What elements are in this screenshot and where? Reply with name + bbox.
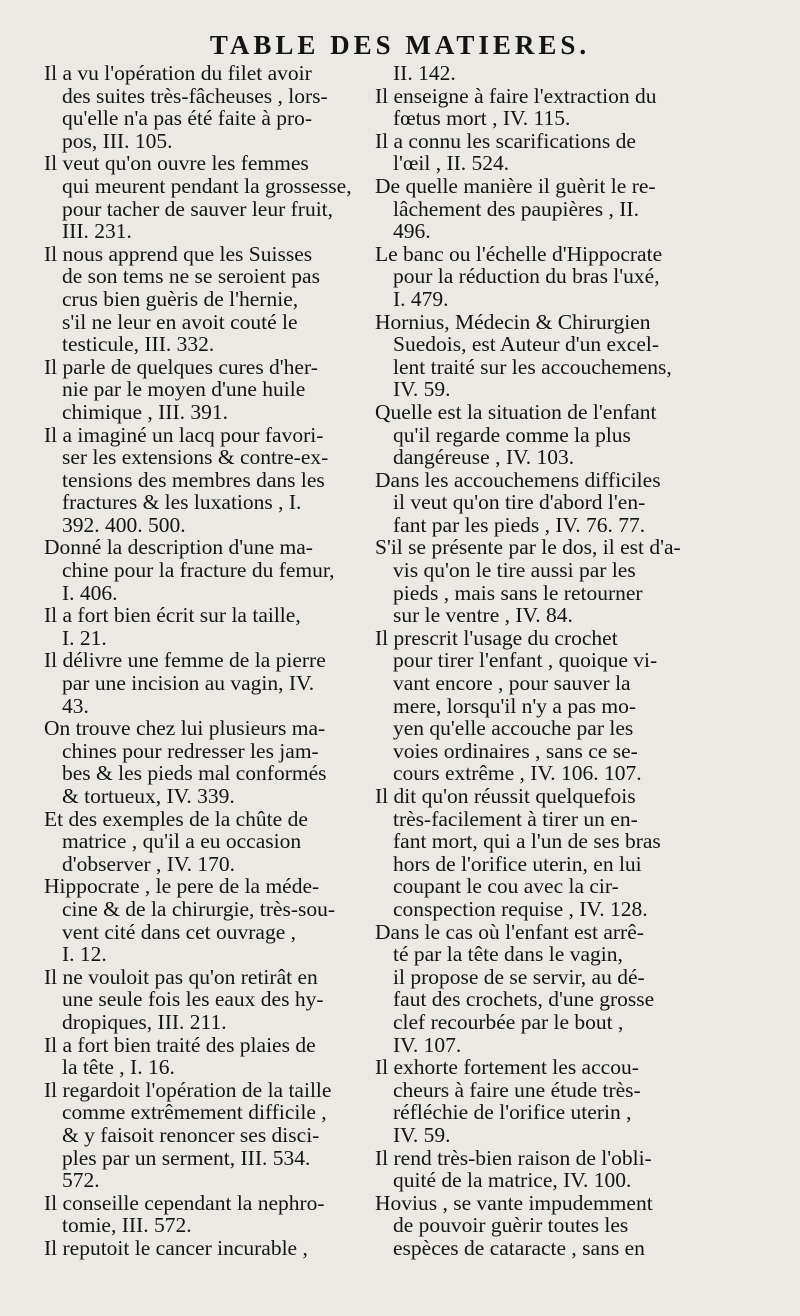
- entry-line: mere, lorsqu'il n'y a pas mo-: [393, 693, 636, 718]
- entry-line: Il a vu l'opération du filet avoir: [44, 61, 312, 85]
- entry-line: qu'elle n'a pas été faite à pro-: [62, 106, 313, 131]
- entry-line: Suedois, est Auteur d'un excel-: [393, 332, 659, 357]
- entry-line: qu'il regarde comme la plus: [393, 422, 631, 447]
- entry-line: matrice , qu'il a eu occasion: [62, 829, 302, 854]
- entry-line: fant mort, qui a l'un de ses bras: [393, 829, 661, 854]
- index-entry: [44, 536, 362, 604]
- entry-line: des suites très-fâcheuses , lors-: [62, 83, 328, 108]
- entry-line: dropiques, III. 211.: [62, 1009, 227, 1034]
- index-entry: [44, 424, 362, 537]
- index-entry: [44, 808, 362, 876]
- entry-line: Il nous apprend que les Suisses: [44, 241, 313, 266]
- index-entry: [375, 1192, 693, 1260]
- entry-line: dangéreuse , IV. 103.: [393, 445, 575, 470]
- entry-line: Il a fort bien écrit sur la taille,: [44, 603, 301, 628]
- entry-line: fractures & les luxations , I.: [62, 490, 302, 515]
- entry-line: chines pour redresser les jam-: [62, 738, 319, 763]
- entry-line: cine & de la chirurgie, très-sou-: [62, 896, 336, 921]
- entry-line: IV. 107.: [393, 1032, 462, 1057]
- entry-line: 43.: [62, 693, 89, 718]
- entry-line: yen qu'elle accouche par les: [393, 716, 634, 741]
- entry-line: réfléchie de l'orifice uterin ,: [393, 1100, 632, 1125]
- entry-line: chimique , III. 391.: [62, 399, 228, 424]
- entry-line: Hornius, Médecin & Chirurgien: [375, 309, 651, 334]
- entry-line: pos, III. 105.: [62, 128, 173, 153]
- index-entry: [375, 921, 693, 1057]
- entry-line: Il délivre une femme de la pierre: [44, 648, 326, 673]
- entry-line: Donné la description d'une ma-: [44, 535, 313, 560]
- entry-line: vant encore , pour sauver la: [393, 671, 631, 696]
- entry-line: I. 12.: [62, 942, 107, 967]
- entry-line: coupant le cou avec la cir-: [393, 874, 619, 899]
- entry-line: chine pour la fracture du femur,: [62, 558, 335, 583]
- entry-line: Dans le cas où l'enfant est arrê-: [375, 919, 644, 944]
- entry-line: s'il ne leur en avoit couté le: [62, 309, 298, 334]
- index-entry: [375, 401, 693, 469]
- entry-line: d'observer , IV. 170.: [62, 851, 236, 876]
- entry-line: crus bien guèris de l'hernie,: [62, 286, 299, 311]
- entry-line: I. 406.: [62, 580, 118, 605]
- entry-line: Il rend très-bien raison de l'obli-: [375, 1145, 652, 1170]
- index-entry: [44, 243, 362, 356]
- entry-line: Il a connu les scarifications de: [375, 128, 636, 153]
- entry-line: tensions des membres dans les: [62, 467, 325, 492]
- entry-line: de pouvoir guèrir toutes les: [393, 1213, 629, 1238]
- entry-line: De quelle manière il guèrit le re-: [375, 173, 656, 198]
- index-entry: [44, 649, 362, 717]
- entry-line: Il prescrit l'usage du crochet: [375, 625, 618, 650]
- index-entry: [44, 875, 362, 965]
- entry-line: pieds , mais sans le retourner: [393, 580, 643, 605]
- entry-line: 392. 400. 500.: [62, 512, 186, 537]
- entry-line: une seule fois les eaux des hy-: [62, 987, 324, 1012]
- entry-line: I. 21.: [62, 625, 107, 650]
- entry-line: pour tirer l'enfant , quoique vi-: [393, 648, 658, 673]
- index-entry: [375, 627, 693, 785]
- entry-line: 572.: [62, 1168, 100, 1193]
- entry-line: cheurs à faire une étude très-: [393, 1077, 641, 1102]
- entry-line: & y faisoit renoncer ses disci-: [62, 1122, 320, 1147]
- index-entry: [375, 469, 693, 537]
- entry-line: clef recourbée par le bout ,: [393, 1009, 624, 1034]
- index-entry: [44, 1079, 362, 1192]
- index-entry: [44, 1192, 362, 1237]
- entry-line: ples par un serment, III. 534.: [62, 1145, 311, 1170]
- entry-line: On trouve chez lui plusieurs ma-: [44, 716, 326, 741]
- entry-line: il propose de se servir, au dé-: [393, 964, 645, 989]
- index-entry: [44, 152, 362, 242]
- entry-line: très-facilement à tirer un en-: [393, 806, 638, 831]
- entry-line: Il dit qu'on réussit quelquefois: [375, 784, 636, 808]
- entry-line: Il enseigne à faire l'extraction du: [375, 83, 657, 108]
- entry-line: Quelle est la situation de l'enfant: [375, 399, 657, 424]
- entry-line: Le banc ou l'échelle d'Hippocrate: [375, 241, 663, 266]
- entry-line: comme extrêmement difficile ,: [62, 1100, 327, 1125]
- entry-line: fœtus mort , IV. 115.: [393, 106, 571, 131]
- entry-line: testicule, III. 332.: [62, 332, 215, 357]
- index-entry: [44, 1237, 362, 1260]
- entry-line: vis qu'on le tire aussi par les: [393, 558, 636, 583]
- entry-line: Hovius , se vante impudemment: [375, 1190, 653, 1215]
- entry-line: II. 142.: [393, 61, 456, 85]
- entry-line: sur le ventre , IV. 84.: [393, 603, 573, 628]
- index-entry: [375, 785, 693, 921]
- entry-line: lâchement des paupières , II.: [393, 196, 639, 221]
- entry-line: Il conseille cependant la nephro-: [44, 1190, 325, 1215]
- entry-line: hors de l'orifice uterin, en lui: [393, 851, 642, 876]
- page-title: TABLE DES MATIERES.: [209, 30, 591, 60]
- entry-line: vent cité dans cet ouvrage ,: [62, 919, 297, 944]
- index-entry: [44, 717, 362, 807]
- entry-line: voies ordinaires , sans ce se-: [393, 738, 638, 763]
- entry-line: par une incision au vagin, IV.: [62, 671, 315, 696]
- entry-line: cours extrême , IV. 106. 107.: [393, 761, 642, 786]
- index-entry: [375, 243, 693, 311]
- entry-line: III. 231.: [62, 219, 132, 244]
- index-entry: [44, 356, 362, 424]
- entry-line: Et des exemples de la chûte de: [44, 806, 308, 831]
- index-entry: [375, 536, 693, 626]
- entry-line: 496.: [393, 219, 431, 244]
- index-entry: [375, 311, 693, 401]
- entry-line: Il veut qu'on ouvre les femmes: [44, 151, 309, 176]
- entry-line: ser les extensions & contre-ex-: [62, 445, 329, 470]
- entry-line: pour la réduction du bras l'uxé,: [393, 264, 660, 289]
- index-entry: [375, 62, 693, 85]
- entry-line: I. 479.: [393, 286, 449, 311]
- entry-line: Il ne vouloit pas qu'on retirât en: [44, 964, 318, 989]
- index-entry: [375, 1147, 693, 1192]
- index-entry: [375, 85, 693, 130]
- entry-line: IV. 59.: [393, 377, 451, 402]
- entry-line: l'œil , II. 524.: [393, 151, 510, 176]
- entry-line: S'il se présente par le dos, il est d'a-: [375, 535, 681, 560]
- entry-line: & tortueux, IV. 339.: [62, 784, 235, 808]
- entry-line: nie par le moyen d'une huile: [62, 377, 306, 402]
- entry-line: Il a imaginé un lacq pour favori-: [44, 422, 324, 447]
- index-entry: [375, 1056, 693, 1146]
- entry-line: bes & les pieds mal conformés: [62, 761, 327, 786]
- entry-line: lent traité sur les accouchemens,: [393, 354, 672, 379]
- entry-line: qui meurent pendant la grossesse,: [62, 173, 352, 198]
- entry-line: Il regardoit l'opération de la taille: [44, 1077, 332, 1102]
- index-entry: [375, 130, 693, 175]
- index-entry: [44, 966, 362, 1034]
- entry-line: Il a fort bien traité des plaies de: [44, 1032, 316, 1057]
- entry-line: Il reputoit le cancer incurable ,: [44, 1235, 308, 1260]
- index-entry: [44, 1034, 362, 1079]
- entry-line: IV. 59.: [393, 1122, 451, 1147]
- entry-line: de son tems ne se seroient pas: [62, 264, 320, 289]
- entry-line: conspection requise , IV. 128.: [393, 896, 648, 921]
- entry-line: il veut qu'on tire d'abord l'en-: [393, 490, 646, 515]
- entry-line: fant par les pieds , IV. 76. 77.: [393, 512, 646, 537]
- entry-line: faut des crochets, d'une grosse: [393, 987, 655, 1012]
- entry-line: la tête , I. 16.: [62, 1055, 175, 1080]
- entry-line: Il parle de quelques cures d'her-: [44, 354, 318, 379]
- left-column: [44, 62, 362, 1259]
- entry-line: espèces de cataracte , sans en: [393, 1235, 645, 1260]
- entry-line: Il exhorte fortement les accou-: [375, 1055, 639, 1080]
- entry-line: Hippocrate , le pere de la méde-: [44, 874, 320, 899]
- entry-line: pour tacher de sauver leur fruit,: [62, 196, 334, 221]
- entry-line: quité de la matrice, IV. 100.: [393, 1168, 632, 1193]
- right-column: [375, 62, 693, 1259]
- index-entry: [44, 604, 362, 649]
- entry-line: té par la tête dans le vagin,: [393, 942, 623, 967]
- index-entry: [44, 62, 362, 152]
- entry-line: Dans les accouchemens difficiles: [375, 467, 661, 492]
- entry-line: tomie, III. 572.: [62, 1213, 192, 1238]
- index-entry: [375, 175, 693, 243]
